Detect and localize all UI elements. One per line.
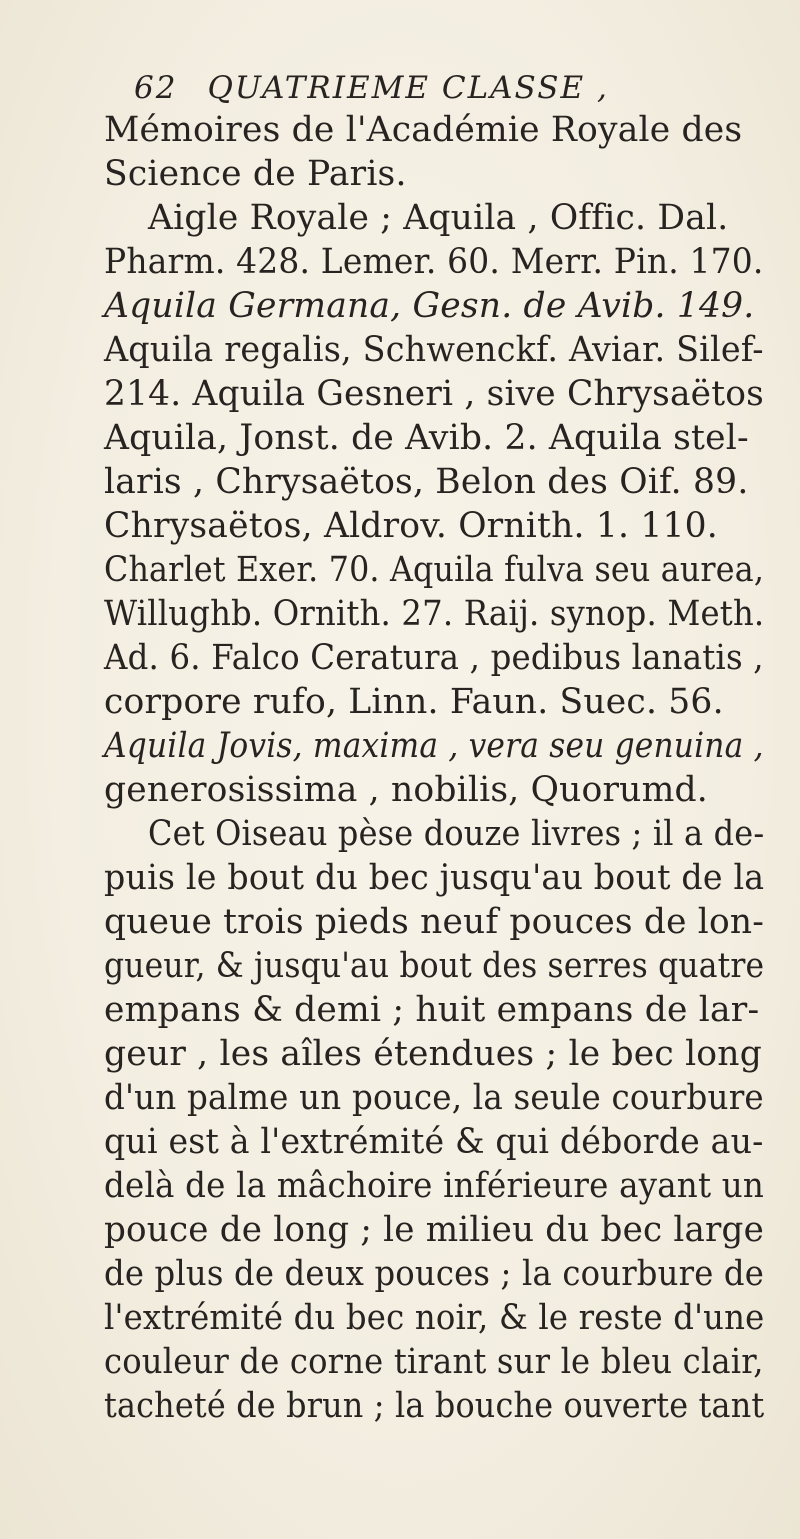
text-line: empans & demi ; huit empans de lar-	[104, 990, 760, 1030]
text-line: Ad. 6. Falco Ceratura , pedibus lanatis ,	[104, 638, 764, 678]
text-line: puis le bout du bec jusqu'au bout de la	[104, 858, 765, 898]
text-line: Willughb. Ornith. 27. Raij. synop. Meth.	[104, 594, 765, 634]
text-line: Charlet Exer. 70. Aquila fulva seu aurea,	[104, 550, 765, 590]
page-number: 62	[134, 70, 178, 106]
text-line: geur , les aîles étendues ; le bec long	[104, 1034, 762, 1074]
text-line: Aigle Royale ; Aquila , Offic. Dal.	[148, 198, 729, 238]
text-line: corpore rufo, Linn. Faun. Suec. 56.	[104, 682, 724, 722]
text-line: l'extrémité du bec noir, & le reste d'une	[104, 1298, 765, 1338]
text-line: queue trois pieds neuf pouces de lon-	[104, 902, 765, 942]
text-line: generosissima , nobilis, Quorumd.	[104, 770, 708, 810]
text-line: Science de Paris.	[104, 154, 407, 194]
text-line: Aquila Jovis, maxima , vera seu genuina ,	[104, 726, 764, 766]
text-line: Mémoires de l'Académie Royale des	[104, 110, 743, 150]
running-title: QUATRIEME CLASSE ,	[207, 70, 609, 106]
text-line: couleur de corne tirant sur le bleu clair,	[104, 1342, 764, 1382]
text-line: gueur, & jusqu'au bout des serres quatre	[104, 946, 765, 986]
text-line: Aquila regalis, Schwenckf. Aviar. Silef-	[104, 330, 764, 370]
text-line: Chrysaëtos, Aldrov. Ornith. 1. 110.	[104, 506, 718, 546]
text-line: d'un palme un pouce, la seule courbure	[104, 1078, 764, 1118]
text-line: Pharm. 428. Lemer. 60. Merr. Pin. 170.	[104, 242, 764, 282]
text-line: de plus de deux pouces ; la courbure de	[104, 1254, 765, 1294]
text-line: Aquila Germana, Gesn. de Avib. 149.	[104, 286, 755, 326]
text-line: laris , Chrysaëtos, Belon des Oif. 89.	[104, 462, 749, 502]
text-line: Aquila, Jonst. de Avib. 2. Aquila stel-	[104, 418, 749, 458]
text-line: Cet Oiseau pèse douze livres ; il a de-	[148, 814, 765, 854]
text-line: qui est à l'extrémité & qui déborde au-	[104, 1122, 764, 1162]
text-line: tacheté de brun ; la bouche ouverte tant	[104, 1386, 765, 1426]
running-header	[134, 66, 609, 110]
text-line: pouce de long ; le milieu du bec large	[104, 1210, 765, 1250]
text-line: delà de la mâchoire inférieure ayant un	[104, 1166, 765, 1206]
text-line: 214. Aquila Gesneri , sive Chrysaëtos	[104, 374, 764, 414]
